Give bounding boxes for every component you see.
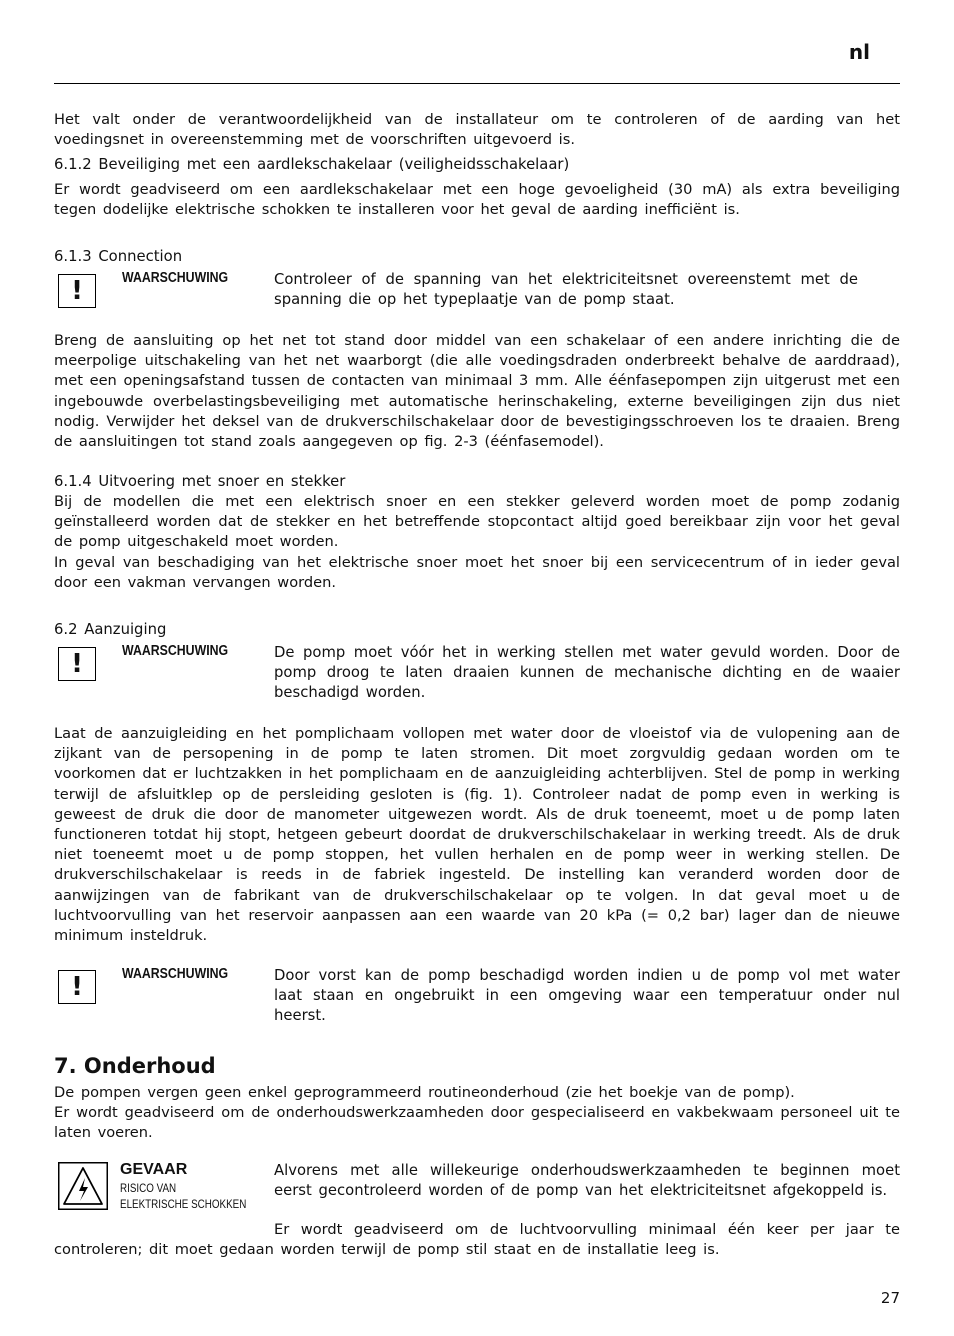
danger-text: Alvorens met alle willekeurige onderhoudswerkzaamheden te beginnen moet eerst gecontroleerd worden of de pomp van het elektriciteitsnet afgekoppeld is. xyxy=(274,1162,900,1200)
section-6-1-3-text: Breng de aansluiting op het net tot stand door middel van een schakelaar of een andere inrichting die de meerpolige uitschakeling van het net waarborgt (die alle voedingsdraden onderbreekt behalve de aarddraad), met een openingsafstand tussen de contacten van minimaal 3 mm. Alle éénfasepompen zijn uitgerust met een ingebouwde overbelastingsbeveiliging met automatische herinschakeling, externe beveiligingen zijn dus niet nodig. Verwijder het deksel van de drukverschilschakelaar door de bevestigingsschroeven los te draaien. Breng de aansluitingen tot stand zoals aangegeven op fig. 2-3 (éénfasemodel). xyxy=(54,332,900,451)
header-rule xyxy=(54,83,900,84)
section-6-1-3-title: 6.1.3 Connection xyxy=(54,248,183,265)
section-6-1-4-title: 6.1.4 Uitvoering met snoer en stekker xyxy=(54,473,346,490)
danger-sub-2: ELEKTRISCHE SCHOKKEN xyxy=(120,1197,247,1211)
warning-icon: ! xyxy=(58,970,96,1004)
danger-sub-1: RISICO VAN xyxy=(120,1181,177,1195)
section-6-2-title: 6.2 Aanzuiging xyxy=(54,621,167,638)
section-6-1-2-title: 6.1.2 Beveiliging met een aardlekschakelaar (veiligheidsschakelaar) xyxy=(54,156,570,173)
section-7-text-1: De pompen vergen geen enkel geprogrammeerd routineonderhoud (zie het boekje van de pomp). xyxy=(54,1084,795,1101)
warning-label: WAARSCHUWING xyxy=(122,270,229,286)
warning-icon: ! xyxy=(58,274,96,308)
language-code: nl xyxy=(848,40,870,64)
section-6-1-2-text: Er wordt geadviseerd om een aardlekschakelaar met een hoge gevoeligheid (30 mA) als extra beveiliging tegen dodelijke elektrische schokken te installeren voor het geval de aarding inefficiënt is. xyxy=(54,181,900,219)
section-7-title: 7. Onderhoud xyxy=(54,1054,216,1078)
section-6-1-4-text-1: Bij de modellen die met een elektrisch snoer en een stekker geleverd worden moet de pomp zodanig geïnstalleerd worden dat de stekker en het betreffende stopcontact altijd goed bereikbaar zijn voor het geval de pomp uitgeschakeld moet worden. xyxy=(54,493,900,551)
page-number: 27 xyxy=(880,1289,900,1307)
electric-shock-icon xyxy=(58,1162,108,1210)
danger-label: GEVAAR xyxy=(120,1161,188,1178)
section-7-text-2: Er wordt geadviseerd om de onderhoudswerkzaamheden door gespecialiseerd en vakbekwaam personeel uit te laten voeren. xyxy=(54,1104,900,1142)
warning-text: Controleer of de spanning van het elektriciteitsnet overeenstemt met de spanning die op het typeplaatje van de pomp staat. xyxy=(274,271,858,309)
warning-label: WAARSCHUWING xyxy=(122,643,229,659)
frost-warning-text: Door vorst kan de pomp beschadigd worden indien u de pomp vol met water laat staan en ongebruikt in een omgeving waar een temperatuur onder nul heerst. xyxy=(274,967,900,1025)
grounding-paragraph: Het valt onder de verantwoordelijkheid van de installateur om te controleren of de aarding van het voedingsnet in overeenstemming met de voorschriften uitgevoerd is. xyxy=(54,111,900,149)
section-6-1-4-text-2: In geval van beschadiging van het elektrische snoer moet het snoer bij een servicecentrum of in ieder geval door een vakman vervangen worden. xyxy=(54,554,900,592)
warning-icon: ! xyxy=(58,647,96,681)
warning-text: De pomp moet vóór het in werking stellen met water gevuld worden. Door de pomp droog te laten draaien kunnen de mechanische dichting en de waaier beschadigd worden. xyxy=(274,644,900,702)
section-6-2-text: Laat de aanzuigleiding en het pomplichaam vollopen met water door de vloeistof via de vulopening aan de zijkant van de persopening in de pomp te laten stromen. Dit moet zorgvuldig gedaan worden om te voorkomen dat er luchtzakken in het pomplichaam en de aanzuigleiding achterblijven. Stel de pomp in werking terwijl de afsluitklep op de persleiding gesloten is (fig. 1). Controleer nadat de pomp even in werking is geweest de druk die door de manometer uitgewezen wordt. Als de druk toeneemt, moet u de pomp laten functioneren totdat hij stopt, hetgeen gebeurt doordat de drukverschilschakelaar in werking treedt. Als de druk niet toeneemt moet u de pomp stoppen, het vullen herhalen en de pomp weer in werking stellen. De drukverschilschakelaar is reeds in de fabriek ingesteld. De instelling kan veranderd worden door de aanwijzingen van de fabrikant van de drukverschilschakelaar op te volgen. In dat geval moet u de luchtvoorvulling van het reservoir aanpassen aan een waarde van 20 kPa (= 0,2 bar) lager dan de nieuwe minimum insteldruk. xyxy=(54,725,900,945)
maintenance-final-text: Er wordt geadviseerd om de luchtvoorvulling minimaal één keer per jaar te controleren; dit moet gedaan worden terwijl de pomp stil staat en de installatie leeg is. xyxy=(54,1221,900,1259)
warning-label: WAARSCHUWING xyxy=(122,966,229,982)
